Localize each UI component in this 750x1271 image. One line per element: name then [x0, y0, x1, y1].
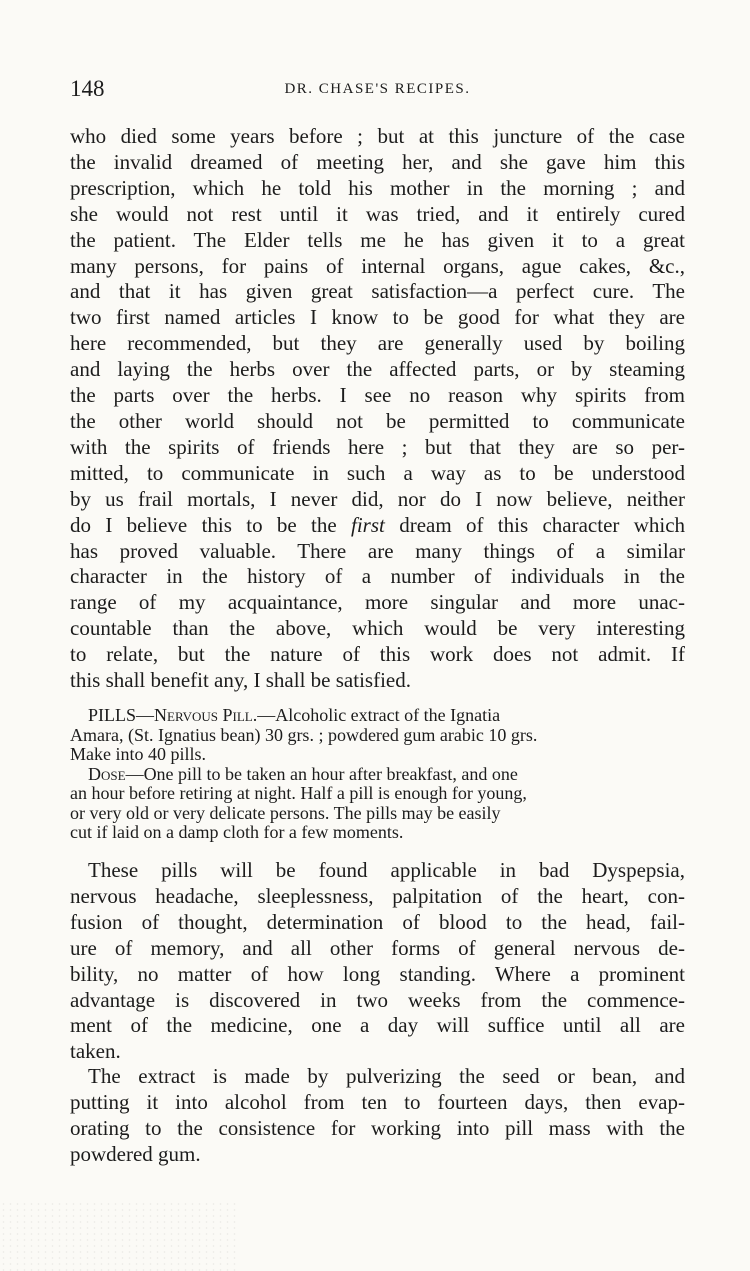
italic-word: first: [351, 512, 385, 537]
text-line: the patient. The Elder tells me he has given it to a great: [70, 227, 685, 252]
paragraph-dream-story: [70, 124, 685, 694]
running-title: DR. CHASE'S RECIPES.: [284, 81, 471, 97]
text-line: by us frail mortals, I never did, nor do I now believe, neither: [70, 486, 685, 511]
dose-line: [70, 765, 685, 785]
text-line: has proved valuable. There are many things of a similar: [70, 538, 685, 563]
dose-line: an hour before retiring at night. Half a pill is enough for young,: [70, 783, 527, 803]
text-line: here recommended, but they are generally used by boiling: [70, 331, 685, 356]
text-line: who died some years before ; but at this juncture of the case: [70, 124, 685, 148]
text-line: mitted, to communicate in such a way as to be understood: [70, 460, 685, 485]
text-line: to relate, but the nature of this work does not admit. If: [70, 642, 685, 667]
recipe-nervous-pill: [70, 706, 685, 843]
text-line: powdered gum.: [70, 1141, 201, 1166]
dose-text: —One pill to be taken an hour after breakfast, and one: [125, 763, 518, 784]
text-line: countable than the above, which would be very interesting: [70, 616, 685, 641]
page-number: 148: [70, 76, 105, 101]
text-line: orating to the consistence for working into pill mass with the: [70, 1115, 685, 1140]
text-line: putting it into alcohol from ten to fourteen days, then evap-: [70, 1089, 685, 1114]
paragraph-extract-method: [70, 1064, 685, 1168]
text-line: many persons, for pains of internal organs, ague cakes, &c.,: [70, 253, 685, 278]
text-line: These pills will be found applicable in bad Dyspepsia,: [88, 858, 685, 882]
paragraph-pills-use: [70, 858, 685, 1065]
text-line: the other world should not be permitted to communicate: [70, 408, 685, 433]
text-line: this shall benefit any, I shall be satisfied.: [70, 668, 411, 693]
recipe-title-line: [70, 706, 685, 726]
text-line: and laying the herbs over the affected parts, or by steaming: [70, 357, 685, 382]
text-line: character in the history of a number of individuals in the: [70, 564, 685, 589]
text-line: bility, no matter of how long standing. Where a prominent: [70, 961, 685, 986]
text-line: and that it has given great satisfaction—a perfect cure. The: [70, 279, 685, 304]
recipe-line: Amara, (St. Ignatius bean) 30 grs. ; powdered gum arabic 10 grs.: [70, 724, 538, 745]
text-line: the invalid dreamed of meeting her, and she gave him this: [70, 149, 685, 174]
dose-line: cut if laid on a damp cloth for a few moments.: [70, 822, 404, 842]
text-line: prescription, which he told his mother in the morning ; and: [70, 175, 685, 200]
text-segment: do I believe this to be the: [70, 512, 337, 537]
text-line: The extract is made by pulverizing the seed or bean, and: [88, 1064, 685, 1088]
page-header: [70, 76, 685, 106]
text-line: ure of memory, and all other forms of general nervous de-: [70, 935, 685, 960]
paper-specks: [0, 1201, 240, 1271]
text-line: range of my acquaintance, more singular and more unac-: [70, 590, 685, 615]
dose-line: or very old or very delicate persons. The pills may be easily: [70, 802, 501, 823]
text-line: two first named articles I know to be good for what they are: [70, 305, 685, 330]
recipe-heading: PILLS—: [88, 705, 155, 725]
recipe-line: Make into 40 pills.: [70, 744, 206, 764]
text-line: taken.: [70, 1039, 121, 1064]
text-line: advantage is discovered in two weeks from the commence-: [70, 987, 685, 1012]
text-line: ment of the medicine, one a day will suffice until all are: [70, 1013, 685, 1038]
recipe-name: Nervous Pill.: [154, 705, 258, 725]
text-line-with-italic: [70, 513, 685, 539]
text-segment: dream of this character which: [399, 512, 686, 537]
text-line: nervous headache, sleeplessness, palpitation of the heart, con-: [70, 883, 685, 908]
text-line: she would not rest until it was tried, and it entirely cured: [70, 201, 685, 226]
recipe-ingredients: —Alcoholic extract of the Ignatia: [257, 705, 501, 725]
dose-label: Dose: [88, 763, 126, 784]
text-line: with the spirits of friends here ; but that they are so per-: [70, 434, 685, 459]
text-line: the parts over the herbs. I see no reason why spirits from: [70, 383, 685, 408]
text-line: fusion of thought, determination of blood to the head, fail-: [70, 909, 685, 934]
